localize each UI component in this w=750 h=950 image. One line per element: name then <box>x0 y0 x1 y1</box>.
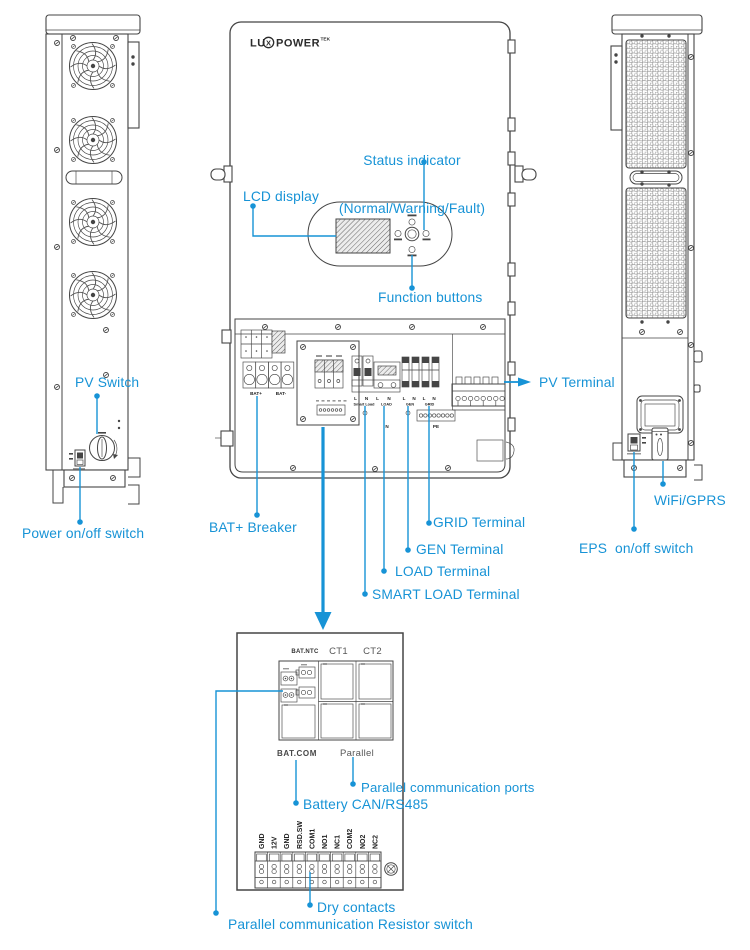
svg-text:NC1: NC1 <box>334 834 342 849</box>
callout-battery-can: Battery CAN/RS485 <box>303 797 429 812</box>
svg-text:CT1: CT1 <box>329 646 348 657</box>
luxpower-logo <box>250 37 331 50</box>
svg-text:NC2: NC2 <box>372 834 380 849</box>
svg-text:Smart Load: Smart Load <box>353 402 375 407</box>
svg-text:TEK: TEK <box>320 37 331 43</box>
svg-text:N: N <box>385 424 389 429</box>
front-view <box>211 22 536 478</box>
svg-text:GRID: GRID <box>424 402 435 407</box>
svg-text:CT2: CT2 <box>363 646 382 657</box>
svg-text:X: X <box>265 38 272 48</box>
svg-text:L: L <box>402 396 406 401</box>
svg-text:NO1: NO1 <box>322 834 329 849</box>
callout-power-on-off-switch: Power on/off switch <box>22 526 145 541</box>
svg-text:COM1: COM1 <box>309 828 317 849</box>
callout-dry-contacts: Dry contacts <box>317 900 396 915</box>
svg-text:GND: GND <box>259 833 266 849</box>
callout-parallel-comm-ports: Parallel communication ports <box>361 780 535 795</box>
svg-text:RSD.SW: RSD.SW <box>296 821 304 849</box>
callout-wifi-gprs: WiFi/GPRS <box>654 493 726 508</box>
vent-mesh-lower <box>626 188 686 318</box>
callout-parallel-resistor-switch: Parallel communication Resistor switch <box>228 917 473 932</box>
svg-text:NO2: NO2 <box>359 834 367 849</box>
svg-text:POWER: POWER <box>276 37 321 50</box>
svg-text:BAT.NTC: BAT.NTC <box>291 649 319 655</box>
comm-detail-view <box>237 633 403 890</box>
vent-mesh-upper <box>626 40 686 168</box>
svg-text:LU: LU <box>250 37 266 50</box>
svg-text:LOAD: LOAD <box>381 402 392 407</box>
callout-load-terminal: LOAD Terminal <box>395 564 491 579</box>
callout-eps-on-off-switch: EPS on/off switch <box>579 541 694 556</box>
svg-text:12V: 12V <box>271 836 279 849</box>
svg-text:N: N <box>387 396 391 401</box>
svg-text:BAT.COM: BAT.COM <box>276 749 318 758</box>
svg-text:GEN: GEN <box>405 402 415 407</box>
callout-status-indicator <box>330 121 494 233</box>
callout-grid-terminal: GRID Terminal <box>433 515 526 530</box>
svg-text:N: N <box>364 396 369 401</box>
mounting-bracket <box>128 42 139 128</box>
callout-gen-terminal: GEN Terminal <box>416 542 504 557</box>
callout-lcd-display: LCD display <box>243 189 320 204</box>
svg-text:N: N <box>432 396 436 401</box>
pv-terminal-arrow <box>518 378 531 387</box>
status-indicator-label: Status indicator <box>363 153 461 168</box>
callout-pv-switch: PV Switch <box>75 375 140 390</box>
left-side-view <box>46 15 140 504</box>
svg-text:L: L <box>422 396 426 401</box>
callout-bat-breaker: BAT+ Breaker <box>209 520 297 535</box>
svg-text:GND: GND <box>284 833 292 849</box>
svg-text:Parallel: Parallel <box>339 748 375 759</box>
mounting-bracket <box>611 46 622 130</box>
svg-text:N: N <box>412 396 416 401</box>
callout-function-buttons: Function buttons <box>378 290 483 305</box>
status-indicator-sublabel: (Normal/Warning/Fault) <box>338 201 486 216</box>
ground-screw <box>385 863 398 876</box>
callout-smart-load-terminal: SMART LOAD Terminal <box>372 587 520 602</box>
svg-text:BAT+: BAT+ <box>250 391 262 396</box>
svg-text:COM2: COM2 <box>347 828 355 849</box>
svg-text:L: L <box>354 396 357 401</box>
svg-text:PE: PE <box>432 424 440 429</box>
svg-text:BAT-: BAT- <box>275 391 287 396</box>
svg-text:L: L <box>376 396 379 401</box>
callout-pv-terminal: PV Terminal <box>539 375 615 390</box>
right-side-view <box>611 15 702 480</box>
